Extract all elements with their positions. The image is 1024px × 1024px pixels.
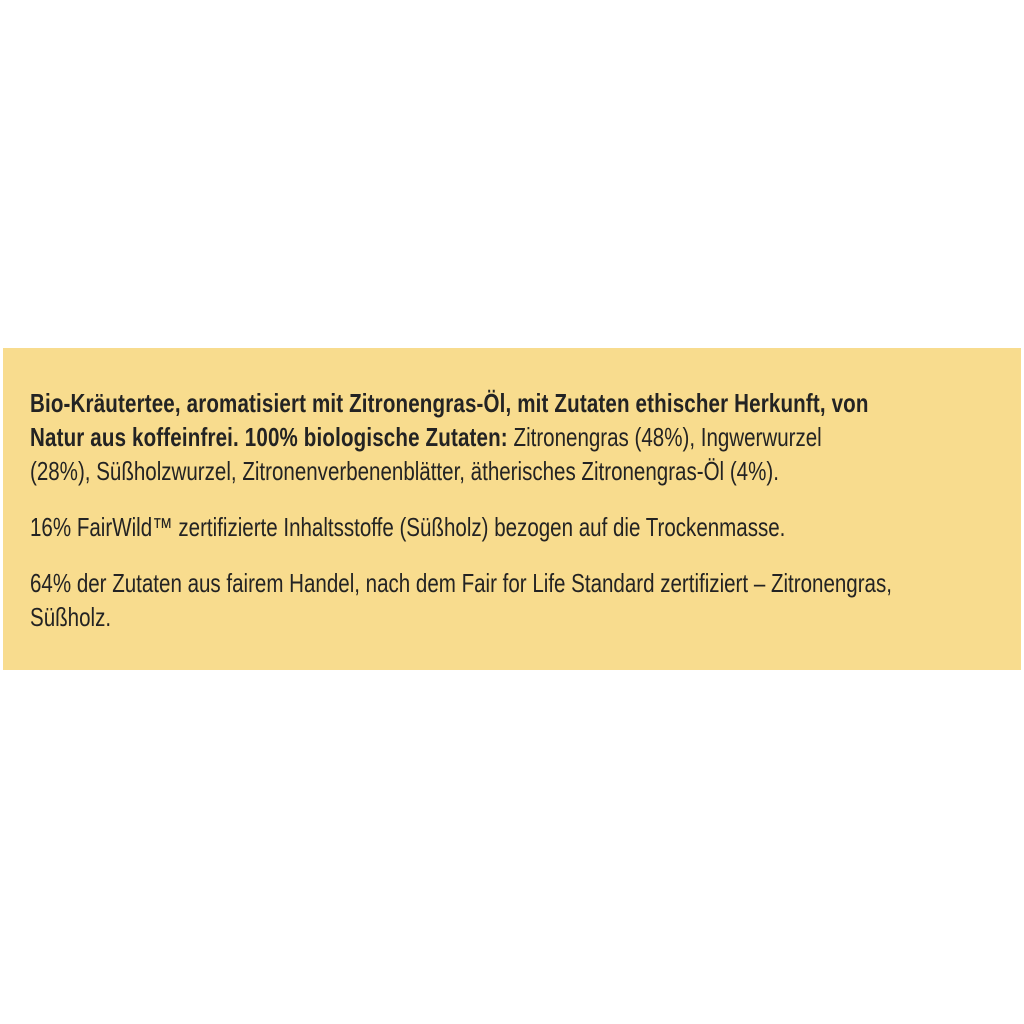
fairtrade-paragraph — [30, 566, 1024, 634]
fairwild-line: 16% FairWild™ zertifizierte Inhaltsstoffe (Süßholz) bezogen auf die Trockenmasse. — [30, 512, 786, 542]
ingredients-line-1: Bio-Kräutertee, aromatisiert mit Zitronengras-Öl, mit Zutaten ethischer Herkunft, von — [30, 388, 869, 418]
ingredients-line-3: (28%), Süßholzwurzel, Zitronenverbenenblätter, ätherisches Zitronengras-Öl (4%). — [30, 456, 779, 486]
ingredients-line-2-regular: Zitronengras (48%), Ingwerwurzel — [507, 422, 822, 452]
ingredients-line-2-bold: Natur aus koffeinfrei. 100% biologische Zutaten: — [30, 422, 508, 452]
product-label-band — [3, 348, 1021, 670]
fairtrade-line-1: 64% der Zutaten aus fairem Handel, nach dem Fair for Life Standard zertifiziert – Zitronengras, — [30, 568, 892, 598]
ingredients-line-2 — [30, 420, 1024, 454]
fairtrade-line-2: Süßholz. — [30, 602, 112, 632]
label-text-block — [30, 386, 1024, 634]
ingredients-paragraph — [30, 386, 1024, 488]
fairwild-paragraph — [30, 510, 1024, 544]
